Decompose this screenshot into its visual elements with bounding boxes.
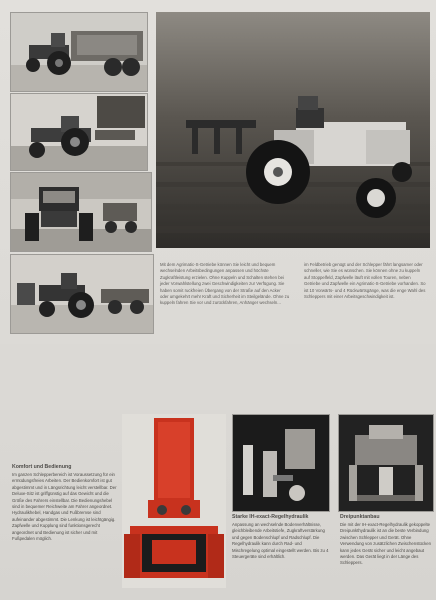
caption-hydraulics (232, 514, 330, 560)
section-body: Im ganzen Schlepperbereich ist Voraussetzung für ein ermüdungsfreies Arbeiten. Der Bedienkomfort ist gut abgestimmt und in Längsrichtung leicht verstellbar. Der Deluxe-Sitz ist griffgünstig auf das Gewicht und die Größe des Fahrers einstellbar. Die Bedienungshebel sind in bequemer Reichweite am Fahrer angeordnet. Hydraulikhebel, Handgas und Fußbremse sind aufeinander abgestimmt. Die Lenkung ist leichtgängig. Zapfwelle und Kupplung sind funktionsgerecht angeordnet und Bedienung ist sicher und mit Fußpedalen möglich. (12, 472, 117, 542)
caption-three-point (340, 514, 432, 567)
photo-tractor-field (10, 93, 148, 171)
caption-heading: Starke IH-exact-Regelhydraulik (232, 514, 309, 520)
photo-hydraulics (232, 414, 330, 512)
text-column-right (304, 262, 426, 300)
section-divider (0, 344, 436, 410)
photo-three-point-hitch (338, 414, 434, 512)
section-heading: Komfort und Bedienung (12, 464, 72, 470)
caption-heading: Dreipunktanbau (340, 514, 380, 520)
paragraph: Mit dem Agrimatic-S-Getriebe können Sie leicht und bequem wechselnden Arbeitsbedingungen anpassen und höchste Zugkraftleistung erzielen. Ohne Kuppeln und Schalten stehen bei jeder Vorwahlstellung zwei Geschwindigkeiten zur Verfügung. Sie haben somit ruckfreien Übergang von der Straße auf den Acker oder umgekehrt mehr Kraft und Sicherheit im Steilgelände. Ohne zu kuppeln fahren Sie vor und zurückfahren, Anhänger wechseln... (160, 262, 290, 306)
photo-tractor-implement (10, 254, 154, 334)
caption-body: Anpassung an wechselnde Bodenverhältnisse, gleichbleibende Arbeitstiefe, Zugkraftverstärkung und gegen Bodenschlupf und Radschlupf. Die Regelhydraulik kann durch Rad- und Mischregelung optimal eingestellt werden. Bis zu 4 Steuergeräte sind erhältlich. (232, 522, 329, 560)
paragraph: im Feldbetrieb genügt und der Schlepper fährt langsamer oder schneller, wie Sie es wünschen. Sie können ohne zu kuppeln auf Stoppelfeld, Zapfwelle läuft mit vollen Touren, neben Getriebe und Zapfwelle ein Agrimatic-S-Getriebe vorhanden. So ist 10 Vorwärts- und 4 Rückwärtsgänge, was die enge Wahl des Schleppers mit einer Arbeitsgeschwindigkeit ist. (304, 262, 426, 300)
photo-tractor-ploughing (156, 12, 430, 248)
caption-body: Die mit der IH-exact-Regelhydraulik gekoppelte Dreipunkthydraulik ist an die beste Verbindung zwischen Schlepper und Gerät. Ohne Verwendung von zusätzlichen Zwischenstücken kann jedes Gerät sicher und leicht angebaut werden. Das Gerät liegt in der Länge des Schleppers. (340, 522, 432, 566)
photo-tractor-trailer (10, 12, 148, 92)
red-tractor-illustration (122, 414, 226, 588)
text-column-left (160, 262, 290, 307)
photo-tractor-front (10, 172, 152, 252)
comfort-section (12, 464, 120, 542)
